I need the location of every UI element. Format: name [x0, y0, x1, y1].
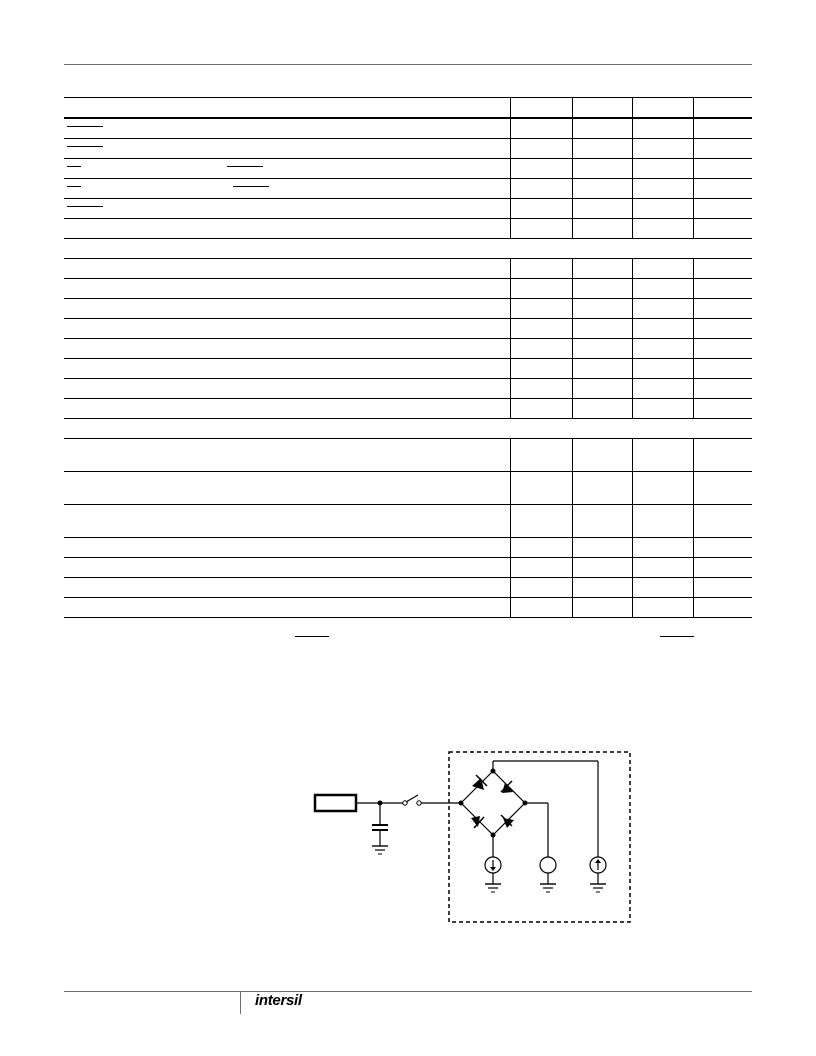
ground-icon — [372, 846, 388, 854]
current-source-down-icon — [485, 857, 501, 884]
footer-rule — [64, 991, 752, 992]
capacitor-symbol — [372, 803, 388, 846]
device-boundary — [449, 752, 630, 922]
ground-icon — [540, 884, 556, 892]
resistor-symbol — [315, 795, 356, 811]
diode-bridge-symbol — [459, 769, 528, 838]
voltage-source-icon — [540, 857, 556, 884]
intersil-logo: intersil — [255, 992, 302, 1009]
ground-icon — [485, 884, 501, 892]
footer-divider — [240, 992, 241, 1014]
ground-icon — [590, 884, 606, 892]
current-source-up-icon — [590, 857, 606, 884]
switch-symbol — [403, 795, 461, 805]
